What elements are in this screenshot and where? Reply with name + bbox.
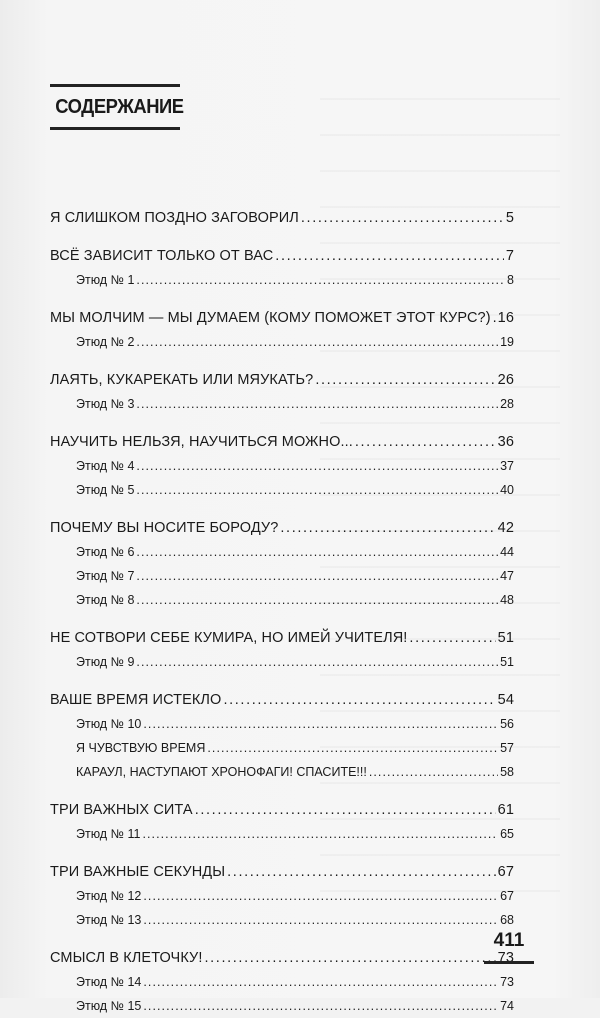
toc-spacer	[50, 354, 514, 368]
dot-leader	[136, 392, 498, 416]
toc-entry-title: Этюд № 14	[76, 975, 142, 989]
toc-entry-page: 36	[497, 434, 514, 450]
toc-spacer	[50, 674, 514, 688]
dot-leader	[369, 760, 498, 784]
toc-entry-title: СМЫСЛ В КЛЕТОЧКУ!	[50, 950, 203, 966]
toc-entry-title: ЛАЯТЬ, КУКАРЕКАТЬ ИЛИ МЯУКАТЬ?	[50, 372, 314, 388]
table-of-contents	[50, 206, 514, 1018]
toc-sub-entry[interactable]	[50, 588, 514, 612]
dot-leader	[136, 268, 505, 292]
dot-leader	[143, 970, 498, 994]
dot-leader	[275, 244, 504, 268]
toc-entry-title: Этюд № 8	[76, 593, 135, 607]
toc-chapter-entry[interactable]	[50, 688, 514, 712]
toc-spacer	[50, 932, 514, 946]
toc-entry-page: 56	[500, 717, 514, 731]
toc-sub-entry[interactable]	[50, 478, 514, 502]
toc-entry-title: НЕ СОТВОРИ СЕБЕ КУМИРА, НО ИМЕЙ УЧИТЕЛЯ!	[50, 630, 408, 646]
dot-leader	[315, 368, 495, 392]
dot-leader	[493, 306, 496, 330]
toc-entry-page: 19	[500, 335, 514, 349]
toc-entry-title: ТРИ ВАЖНЫЕ СЕКУНДЫ	[50, 864, 226, 880]
toc-entry-page: 73	[500, 975, 514, 989]
toc-entry-page: 47	[500, 569, 514, 583]
toc-spacer	[50, 230, 514, 244]
toc-chapter-entry[interactable]	[50, 860, 514, 884]
toc-entry-title: ВСЁ ЗАВИСИТ ТОЛЬКО ОТ ВАС	[50, 248, 274, 264]
toc-entry-page: 51	[497, 630, 514, 646]
dot-leader	[143, 884, 498, 908]
toc-entry-page: 42	[497, 520, 514, 536]
toc-entry-title: Этюд № 7	[76, 569, 135, 583]
toc-entry-title: ТРИ ВАЖНЫХ СИТА	[50, 802, 193, 818]
toc-sub-entry[interactable]	[50, 884, 514, 908]
toc-sub-entry[interactable]	[50, 822, 514, 846]
toc-sub-entry[interactable]	[50, 392, 514, 416]
toc-entry-title: МЫ МОЛЧИМ — МЫ ДУМАЕМ (КОМУ ПОМОЖЕТ ЭТОТ КУРС?)	[50, 310, 491, 326]
toc-entry-page: 58	[500, 765, 514, 779]
toc-entry-page: 8	[507, 273, 514, 287]
toc-entry-page: 37	[500, 459, 514, 473]
toc-spacer	[50, 502, 514, 516]
toc-sub-entry[interactable]	[50, 712, 514, 736]
toc-sub-entry[interactable]	[50, 540, 514, 564]
dot-leader	[280, 516, 495, 540]
toc-chapter-entry[interactable]	[50, 368, 514, 392]
toc-entry-page: 16	[497, 310, 514, 326]
toc-chapter-entry[interactable]	[50, 206, 514, 230]
title-box	[50, 84, 184, 130]
dot-leader	[143, 712, 498, 736]
toc-entry-page: 74	[500, 999, 514, 1013]
toc-chapter-entry[interactable]	[50, 306, 514, 330]
page-title: СОДЕРЖАНИЕ	[55, 96, 184, 118]
dot-leader	[136, 330, 498, 354]
toc-entry-page: 54	[497, 692, 514, 708]
toc-entry-title: Я ЧУВСТВУЮ ВРЕМЯ	[76, 741, 206, 755]
toc-entry-title: Я СЛИШКОМ ПОЗДНО ЗАГОВОРИЛ	[50, 210, 299, 226]
toc-sub-entry[interactable]	[50, 908, 514, 932]
dot-leader	[207, 736, 498, 760]
toc-entry-title: ПОЧЕМУ ВЫ НОСИТЕ БОРОДУ?	[50, 520, 279, 536]
toc-entry-title: Этюд № 6	[76, 545, 135, 559]
dot-leader	[409, 626, 495, 650]
dot-leader	[136, 454, 498, 478]
toc-entry-page: 68	[500, 913, 514, 927]
toc-entry-page: 28	[500, 397, 514, 411]
toc-entry-page: 26	[497, 372, 514, 388]
toc-spacer	[50, 846, 514, 860]
toc-entry-title: Этюд № 2	[76, 335, 135, 349]
toc-spacer	[50, 416, 514, 430]
toc-sub-entry[interactable]	[50, 454, 514, 478]
toc-entry-page: 61	[497, 802, 514, 818]
toc-entry-title: Этюд № 13	[76, 913, 142, 927]
dot-leader	[355, 430, 496, 454]
dot-leader	[136, 650, 498, 674]
toc-entry-page: 57	[500, 741, 514, 755]
toc-sub-entry[interactable]	[50, 736, 514, 760]
dot-leader	[227, 860, 496, 884]
dot-leader	[136, 540, 498, 564]
toc-entry-title: Этюд № 12	[76, 889, 142, 903]
toc-sub-entry[interactable]	[50, 970, 514, 994]
page-number: 411	[484, 928, 534, 964]
toc-entry-page: 73	[497, 950, 514, 966]
dot-leader	[301, 206, 504, 230]
toc-entry-page: 51	[500, 655, 514, 669]
toc-entry-title: Этюд № 9	[76, 655, 135, 669]
toc-spacer	[50, 784, 514, 798]
toc-chapter-entry[interactable]	[50, 430, 514, 454]
toc-entry-title: КАРАУЛ, НАСТУПАЮТ ХРОНОФАГИ! СПАСИТЕ!!!	[76, 765, 367, 779]
toc-entry-page: 67	[497, 864, 514, 880]
toc-entry-title: Этюд № 3	[76, 397, 135, 411]
dot-leader	[204, 946, 495, 970]
toc-chapter-entry[interactable]	[50, 946, 514, 970]
toc-entry-title: ВАШЕ ВРЕМЯ ИСТЕКЛО	[50, 692, 222, 708]
dot-leader	[143, 908, 498, 932]
toc-entry-title: Этюд № 5	[76, 483, 135, 497]
dot-leader	[136, 588, 498, 612]
toc-entry-title: Этюд № 15	[76, 999, 142, 1013]
dot-leader	[195, 798, 496, 822]
toc-entry-page: 40	[500, 483, 514, 497]
toc-entry-title: Этюд № 11	[76, 827, 141, 841]
toc-entry-page: 5	[505, 210, 514, 226]
dot-leader	[136, 564, 498, 588]
dot-leader	[223, 688, 495, 712]
toc-chapter-entry[interactable]	[50, 516, 514, 540]
toc-sub-entry[interactable]	[50, 564, 514, 588]
toc-entry-page: 7	[505, 248, 514, 264]
toc-spacer	[50, 292, 514, 306]
toc-chapter-entry[interactable]	[50, 798, 514, 822]
toc-chapter-entry[interactable]	[50, 244, 514, 268]
toc-entry-page: 67	[500, 889, 514, 903]
toc-entry-page: 44	[500, 545, 514, 559]
toc-spacer	[50, 612, 514, 626]
toc-sub-entry[interactable]	[50, 268, 514, 292]
toc-entry-title: Этюд № 4	[76, 459, 135, 473]
toc-entry-title: НАУЧИТЬ НЕЛЬЗЯ, НАУЧИТЬСЯ МОЖНО...	[50, 434, 353, 450]
toc-chapter-entry[interactable]	[50, 626, 514, 650]
toc-entry-page: 65	[500, 827, 514, 841]
toc-sub-entry[interactable]	[50, 330, 514, 354]
toc-sub-entry[interactable]	[50, 650, 514, 674]
toc-entry-page: 48	[500, 593, 514, 607]
toc-entry-title: Этюд № 10	[76, 717, 142, 731]
dot-leader	[142, 822, 498, 846]
dot-leader	[136, 478, 498, 502]
toc-sub-entry[interactable]	[50, 760, 514, 784]
toc-entry-title: Этюд № 1	[76, 273, 135, 287]
